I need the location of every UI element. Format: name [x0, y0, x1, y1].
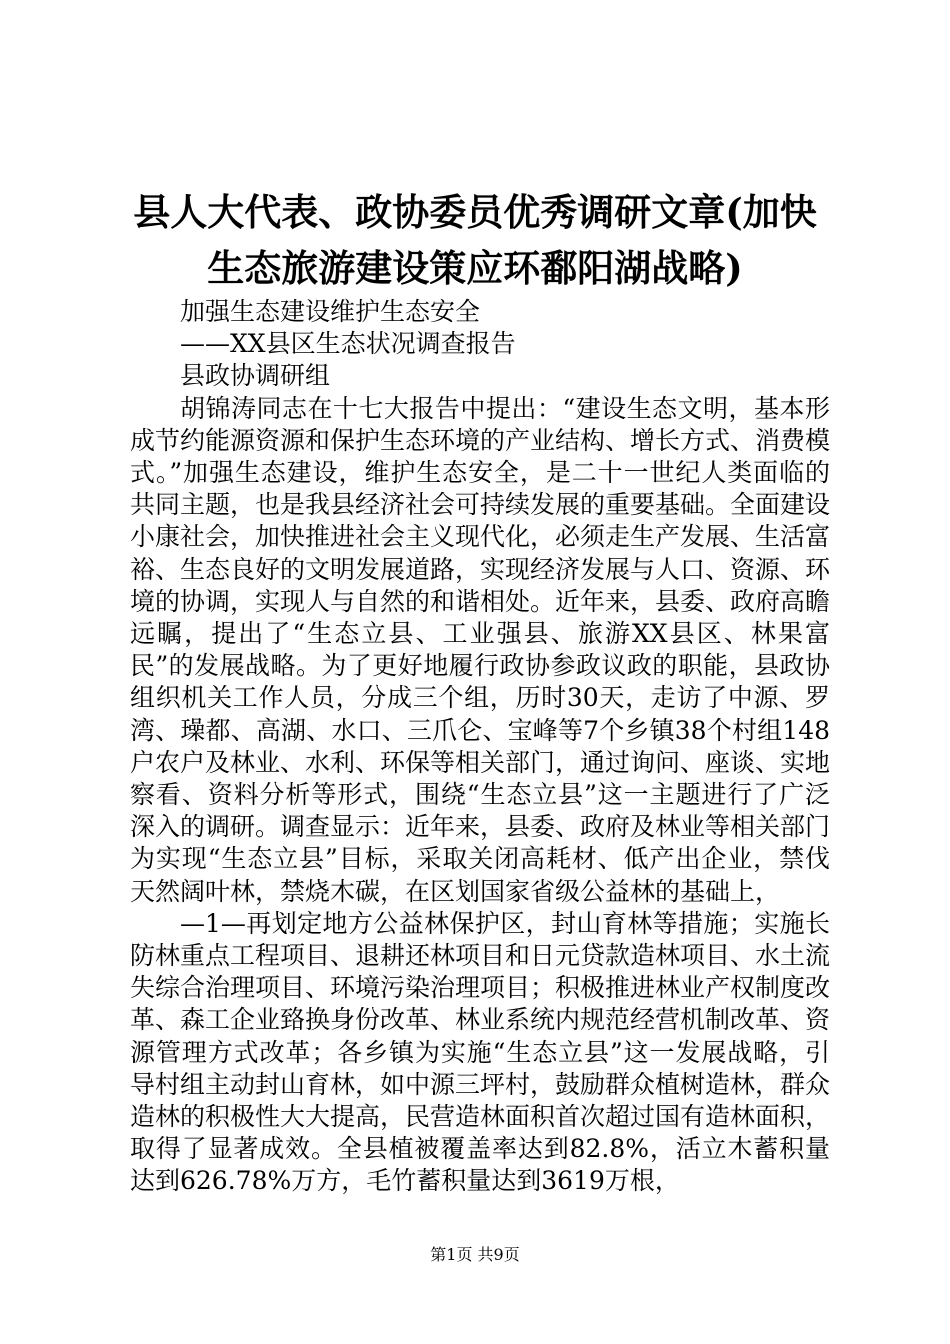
body-paragraph-1: 胡锦涛同志在十七大报告中提出：“建设生态文明，基本形成节约能源资源和保护生态环境的产业结构、增长方式、消费模式。”加强生态建设，维护生态安全，是二十一世纪人类面临的共同主题，也是我县经济社会可持续发展的重要基础。全面建设小康社会，加快推进社会主义现代化，必须走生产发展、生活富裕、生态良好的文明发展道路，实现经济发展与人口、资源、环境的协调，实现人与自然的和谐相处。近年来，县委、政府高瞻远瞩，提出了“生态立县、工业强县、旅游XX县区、林果富民”的发展战略。为了更好地履行政协参政议政的职能，县政协组织机关工作人员，分成三个组，历时30天，走访了中源、罗湾、璪都、高湖、水口、三爪仑、宝峰等7个乡镇38个村组148户农户及林业、水利、环保等相关部门，通过询问、座谈、实地察看、资料分析等形式，围绕“生态立县”这一主题进行了广泛深入的调研。调查显示：近年来，县委、政府及林业等相关部门为实现“生态立县”目标，采取关闭高耗材、低产出企业，禁伐天然阔叶林，禁烧木碳，在区划国家省级公益林的基础上，: [130, 393, 831, 906]
document-body: [130, 296, 830, 1198]
author-line: 县政协调研组: [180, 361, 331, 391]
document-title: 县人大代表、政协委员优秀调研文章(加快生态旅游建设策应环鄱阳湖战略): [133, 190, 817, 290]
page-footer: 第1页 共9页: [430, 1245, 520, 1264]
body-paragraph-2: —1—再划定地方公益林保护区，封山育林等措施；实施长防林重点工程项目、退耕还林项目和日元贷款造林项目、水土流失综合治理项目、环境污染治理项目；积极推进林业产权制度改革、森工企业臵换身份改革、林业系统内规范经营机制改革、资源管理方式改革；各乡镇为实施“生态立县”这一发展战略，引导村组主动封山育林，如中源三坪村，鼓励群众植树造林，群众造林的积极性大大提高，民营造林面积首次超过国有造林面积，取得了显著成效。全县植被覆盖率达到82.8%，活立木蓄积量达到626.78%万方，毛竹蓄积量达到3619万根，: [130, 908, 831, 1196]
subheading: 加强生态建设维护生态安全: [180, 297, 481, 326]
report-title: ——XX县区生态状况调查报告: [180, 329, 516, 359]
